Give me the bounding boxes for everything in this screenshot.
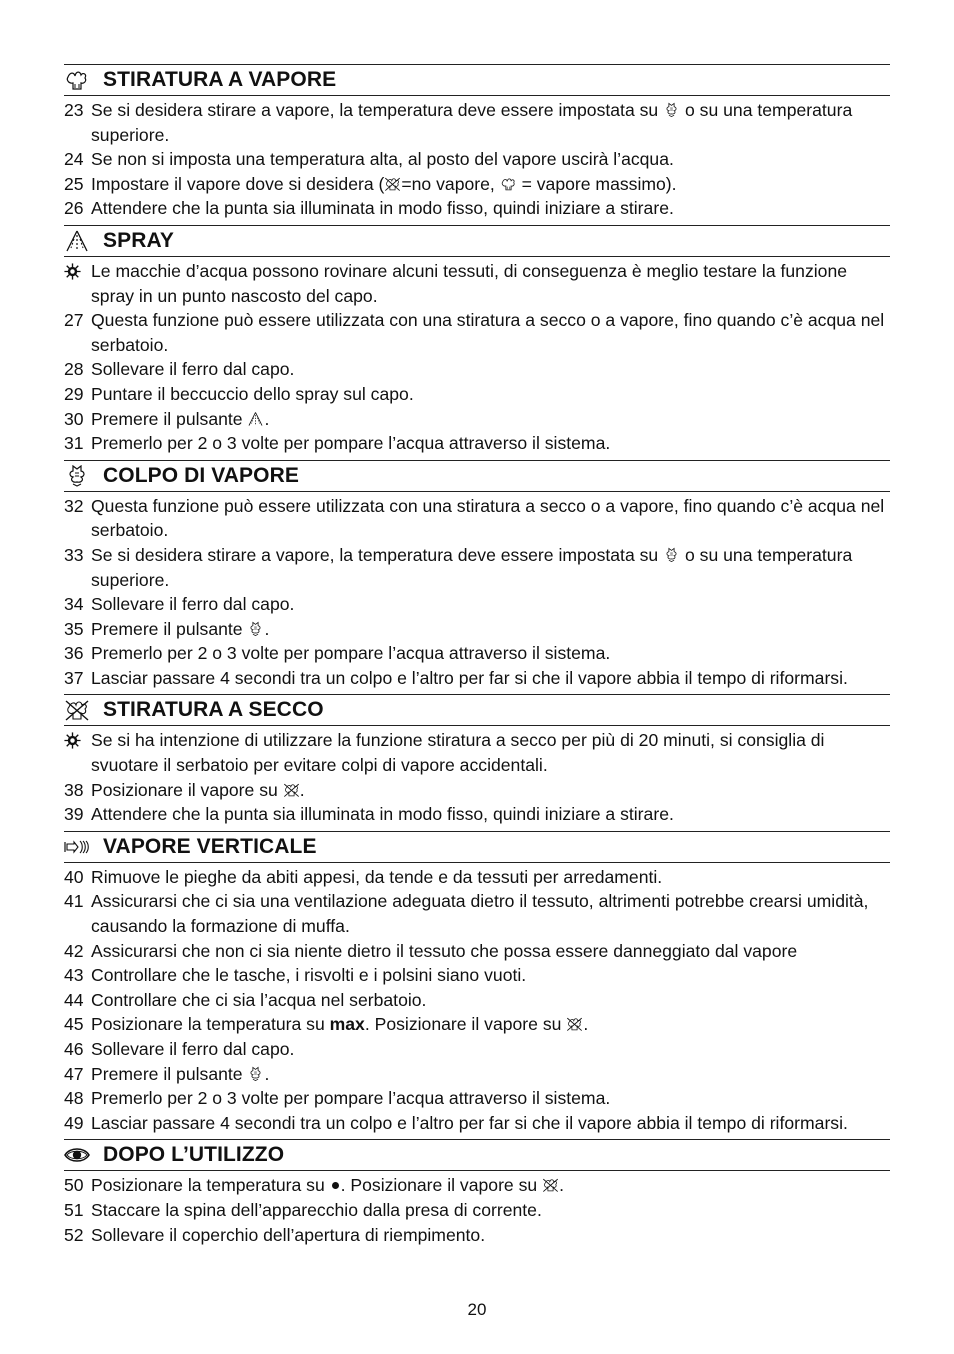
item-number: 34 [64,594,84,615]
warning-icon [64,728,84,752]
item-text: Sollevare il coperchio dell’apertura di riempimento. [91,1224,486,1245]
item-text: . [559,1175,564,1196]
section-header [64,460,890,492]
item-number: 48 [64,1088,84,1109]
item-text: Le macchie d’acqua possono rovinare alcuni tessuti, di conseguenza è meglio testare la funzione spray in un punto nascosto del capo. [91,260,848,306]
item-number: 36 [64,643,84,664]
item-number: 33 [64,544,84,565]
page [64,60,890,1247]
list-item [64,666,890,691]
item-number: 44 [64,989,84,1010]
list-item [64,939,890,964]
list-item [64,802,890,827]
list-item [64,382,890,407]
item-number: 49 [64,1112,84,1133]
list-item [64,778,890,803]
item-text: Assicurarsi che non ci sia niente dietro il tessuto che possa essere danneggiato dal vapore [91,940,798,961]
vertical-steam-icon [64,836,90,858]
temperature-dot-icon [332,1182,339,1189]
item-text: Se si desidera stirare a vapore, la temperatura deve essere impostata su [91,100,659,120]
item-text: Assicurarsi che ci sia una ventilazione adeguata dietro il tessuto, altrimenti potrebbe crearsi umidità, causando la formazione di muffa. [91,891,869,937]
item-number: 28 [64,359,84,380]
item-number: 29 [64,383,84,404]
no-steam-icon [64,699,90,721]
item-text: Premere il pulsante [91,1063,243,1084]
section-title: STIRATURA A SECCO [103,698,324,722]
item-text: Questa funzione può essere utilizzata con una stiratura a secco o a vapore, fino quando c’è acqua nel serbatoio. [91,310,885,355]
item-text: Sollevare il ferro dal capo. [91,594,295,615]
section-vapore-verticale [64,831,890,1136]
list-item [64,1173,890,1198]
list-item [64,494,890,543]
item-text: . [299,779,305,800]
item-text: . [264,1063,270,1084]
list-item [64,889,890,938]
list-item [64,1037,890,1062]
item-text: . Posizionare il vapore su [340,1175,538,1196]
item-text: Controllare che ci sia l’acqua nel serbatoio. [91,989,427,1010]
section-spray [64,225,890,456]
item-text: Controllare che le tasche, i risvolti e i polsini siano vuoti. [91,965,527,986]
item-number: 46 [64,1039,84,1059]
no-steam-icon [283,781,300,799]
list-item [64,1012,890,1037]
list-item [64,641,890,666]
item-text: = vapore massimo). [521,173,677,194]
steam-shot-icon [663,546,680,564]
list-item [64,172,890,197]
item-text: Sollevare il ferro dal capo. [91,359,295,380]
item-number: 27 [64,310,84,331]
item-text: Lasciar passare 4 secondi tra un colpo e l’altro per far si che il vapore abbia il tempo di riformarsi. [91,1112,848,1133]
item-text: Se non si imposta una temperatura alta, al posto del vapore uscirà l’acqua. [91,149,674,170]
item-number: 40 [64,866,84,887]
section-stiratura-a-vapore [64,64,890,221]
list-item [64,1198,890,1223]
section-stiratura-a-secco [64,694,890,826]
item-number: 30 [64,408,84,429]
item-text: Premere il pulsante [91,618,243,639]
list-item [64,431,890,456]
item-text: Lasciar passare 4 secondi tra un colpo e l’altro per far si che il vapore abbia il tempo di riformarsi. [91,667,848,688]
item-text: Impostare il vapore dove si desidera ( [91,173,385,194]
item-text: . [264,408,270,429]
steam-max-icon [64,69,90,91]
no-steam-icon [566,1015,583,1033]
no-steam-icon [542,1176,559,1194]
list-item [64,147,890,172]
item-number: 35 [64,618,84,639]
list-item [64,988,890,1013]
section-colpo-di-vapore [64,460,890,691]
eye-icon [64,1144,90,1166]
item-number: 23 [64,100,84,120]
list-item [64,543,890,592]
item-number: 31 [64,433,84,454]
item-text: Staccare la spina dell’apparecchio dalla presa di corrente. [91,1199,542,1220]
item-number: 37 [64,667,84,688]
list-item [64,98,890,147]
item-number: 52 [64,1224,84,1245]
item-number: 51 [64,1199,84,1220]
list-item [64,1086,890,1111]
section-title: DOPO L’UTILIZZO [103,1143,285,1167]
section-header [64,225,890,257]
steam-max-icon [500,175,517,193]
item-text: . [583,1014,589,1035]
item-number: 24 [64,149,84,170]
item-text: Posizionare la temperatura su [91,1175,325,1196]
list-item [64,308,890,357]
item-text: . [264,618,270,639]
item-text: Attendere che la punta sia illuminata in modo fisso, quindi iniziare a stirare. [91,198,674,219]
item-number: 38 [64,779,84,800]
list-item [64,865,890,890]
section-header [64,64,890,96]
item-number: 50 [64,1175,84,1196]
steam-shot-icon [247,1065,264,1083]
page-number: 20 [467,1300,487,1319]
spray-icon [64,230,90,252]
item-text: Se si desidera stirare a vapore, la temperatura deve essere impostata su [91,544,659,565]
item-number: 45 [64,1014,84,1035]
item-number: 32 [64,495,84,516]
item-text-bold: max [329,1014,365,1035]
section-title: STIRATURA A VAPORE [103,68,337,91]
item-text: Premere il pulsante [91,408,243,429]
item-text: Premerlo per 2 o 3 volte per pompare l’acqua attraverso il sistema. [91,643,611,664]
list-item [64,963,890,988]
list-item [64,1223,890,1248]
item-text: o su una temperatura superiore. [91,100,853,145]
item-text: Posizionare la temperatura su [91,1014,325,1035]
item-text: Rimuove le pieghe da abiti appesi, da tende e da tessuti per arredamenti. [91,866,663,887]
steam-shot-icon [663,101,680,119]
list-item [64,617,890,642]
item-text: . Posizionare il vapore su [364,1014,562,1035]
item-text: Attendere che la punta sia illuminata in modo fisso, quindi iniziare a stirare. [91,804,674,825]
no-steam-icon [384,175,401,193]
section-header [64,1139,890,1171]
list-item [64,1111,890,1136]
list-item [64,592,890,617]
spray-icon [247,410,264,428]
section-header [64,694,890,726]
item-text: =no vapore, [401,173,495,194]
warning-note [64,728,890,777]
item-text: Sollevare il ferro dal capo. [91,1039,295,1059]
list-item [64,357,890,382]
section-header [64,831,890,863]
item-text: o su una temperatura superiore. [91,544,853,590]
steam-shot-icon [247,620,264,638]
list-item [64,196,890,221]
item-number: 47 [64,1063,84,1084]
item-text: Posizionare il vapore su [91,779,278,800]
item-number: 43 [64,965,84,986]
section-title: SPRAY [103,228,174,252]
list-item [64,1062,890,1087]
section-title: VAPORE VERTICALE [103,834,317,858]
list-item [64,407,890,432]
item-number: 42 [64,940,84,961]
item-text: Premerlo per 2 o 3 volte per pompare l’acqua attraverso il sistema. [91,433,611,454]
item-number: 25 [64,173,84,194]
item-number: 39 [64,804,84,825]
section-title: COLPO DI VAPORE [103,463,299,487]
section-dopo-l-utilizzo [64,1139,890,1247]
steam-shot-icon [64,465,90,487]
item-text: Premerlo per 2 o 3 volte per pompare l’acqua attraverso il sistema. [91,1088,611,1109]
item-text: Se si ha intenzione di utilizzare la funzione stiratura a secco per più di 20 minuti, si consiglia di svuotare il serbatoio per evitare colpi di vapore accidentali. [91,730,825,776]
item-number: 41 [64,891,84,912]
warning-icon [64,259,84,283]
item-text: Puntare il beccuccio dello spray sul capo. [91,383,414,404]
item-text: Questa funzione può essere utilizzata con una stiratura a secco o a vapore, fino quando c’è acqua nel serbatoio. [91,495,885,541]
warning-note [64,259,890,308]
item-number: 26 [64,198,84,219]
